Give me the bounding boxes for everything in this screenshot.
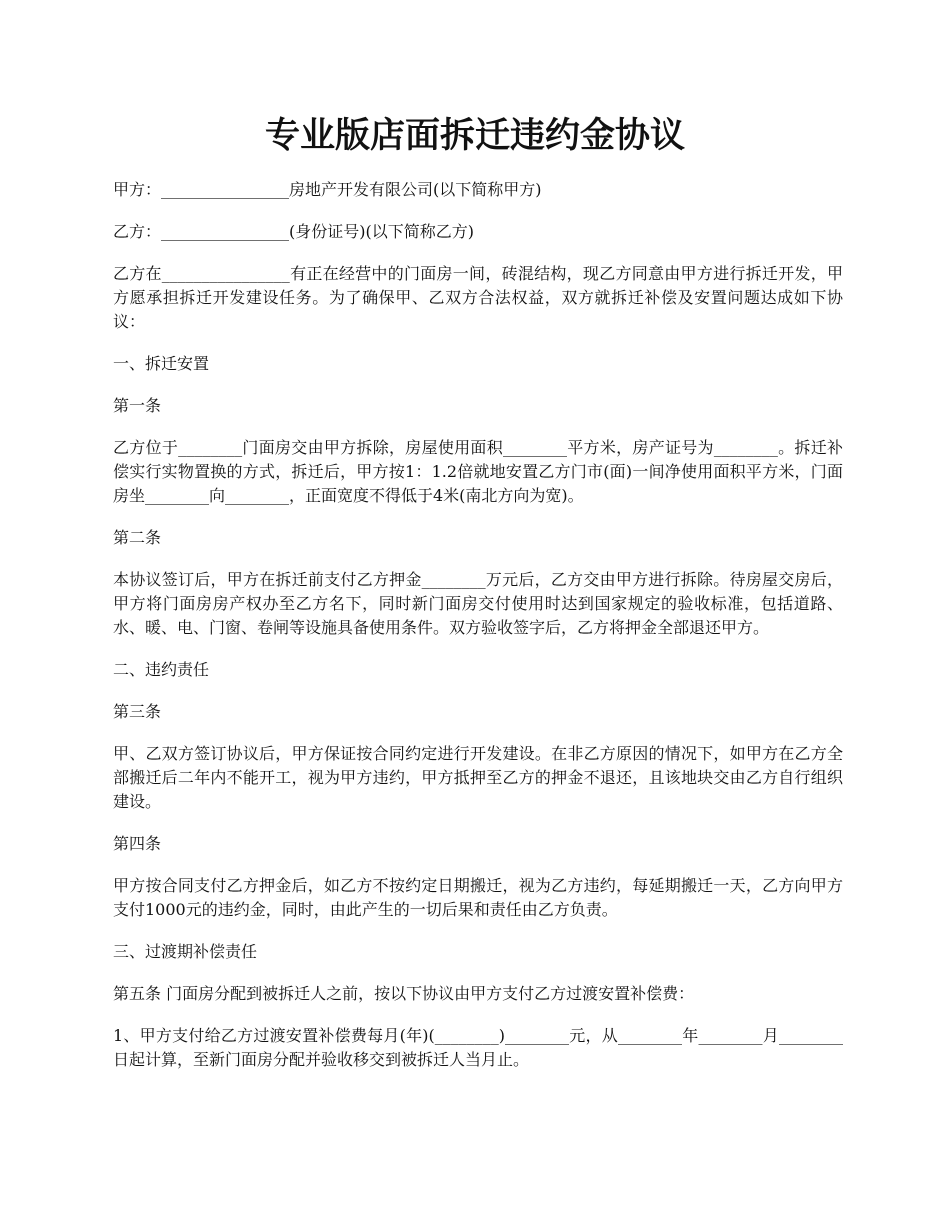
section-heading-transition: 三、过渡期补偿责任	[113, 942, 258, 961]
article-3-heading: 第三条	[113, 702, 162, 721]
article-5-line: 第五条 门面房分配到被拆迁人之前，按以下协议由甲方支付乙方过渡安置补偿费：	[113, 984, 695, 1003]
party-b-line: 乙方：________________(身份证号)(以下简称乙方)	[113, 222, 474, 241]
article-2-heading: 第二条	[113, 528, 162, 547]
article-3-body: 甲、乙双方签订协议后，甲方保证按合同约定进行开发建设。在非乙方原因的情况下，如甲方在乙方全部搬迁后二年内不能开工，视为甲方违约，甲方抵押至乙方的押金不退还，且该地块交由乙方自行组织建设。	[113, 744, 843, 811]
party-a-line: 甲方：________________房地产开发有限公司(以下简称甲方)	[113, 180, 542, 199]
article-4-heading: 第四条	[113, 834, 162, 853]
clause-1-paragraph: 1、甲方支付给乙方过渡安置补偿费每月(年)(________)________元，从________年________月________日起计算，至新门面房分配并验收移交到被拆迁人当月止。	[113, 1026, 843, 1069]
section-heading-relocation: 一、拆迁安置	[113, 354, 210, 373]
article-4-body: 甲方按合同支付乙方押金后，如乙方不按约定日期搬迁，视为乙方违约，每延期搬迁一天，乙方向甲方支付1000元的违约金，同时，由此产生的一切后果和责任由乙方负责。	[113, 876, 843, 919]
document-title: 专业版店面拆迁违约金协议	[264, 115, 685, 156]
article-1-body: 乙方位于________门面房交由甲方拆除，房屋使用面积________平方米，房产证号为________。拆迁补偿实行实物置换的方式，拆迁后，甲方按1：1.2倍就地安置乙方门市(面)一间净使用面积平方米，门面房坐________向________，正面宽度不得低于4米(南北方向为宽)。	[113, 438, 843, 505]
document-body	[113, 178, 843, 1090]
preamble-paragraph: 乙方在________________有正在经营中的门面房一间，砖混结构，现乙方同意由甲方进行拆迁开发，甲方愿承担拆迁开发建设任务。为了确保甲、乙双方合法权益，双方就拆迁补偿及安置问题达成如下协议：	[113, 264, 843, 331]
article-1-heading: 第一条	[113, 396, 162, 415]
article-2-body: 本协议签订后，甲方在拆迁前支付乙方押金________万元后，乙方交由甲方进行拆除。待房屋交房后，甲方将门面房房产权办至乙方名下，同时新门面房交付使用时达到国家规定的验收标准，包括道路、水、暖、电、门窗、卷闸等设施具备使用条件。双方验收签字后，乙方将押金全部退还甲方。	[113, 570, 843, 637]
section-heading-liability: 二、违约责任	[113, 660, 210, 679]
